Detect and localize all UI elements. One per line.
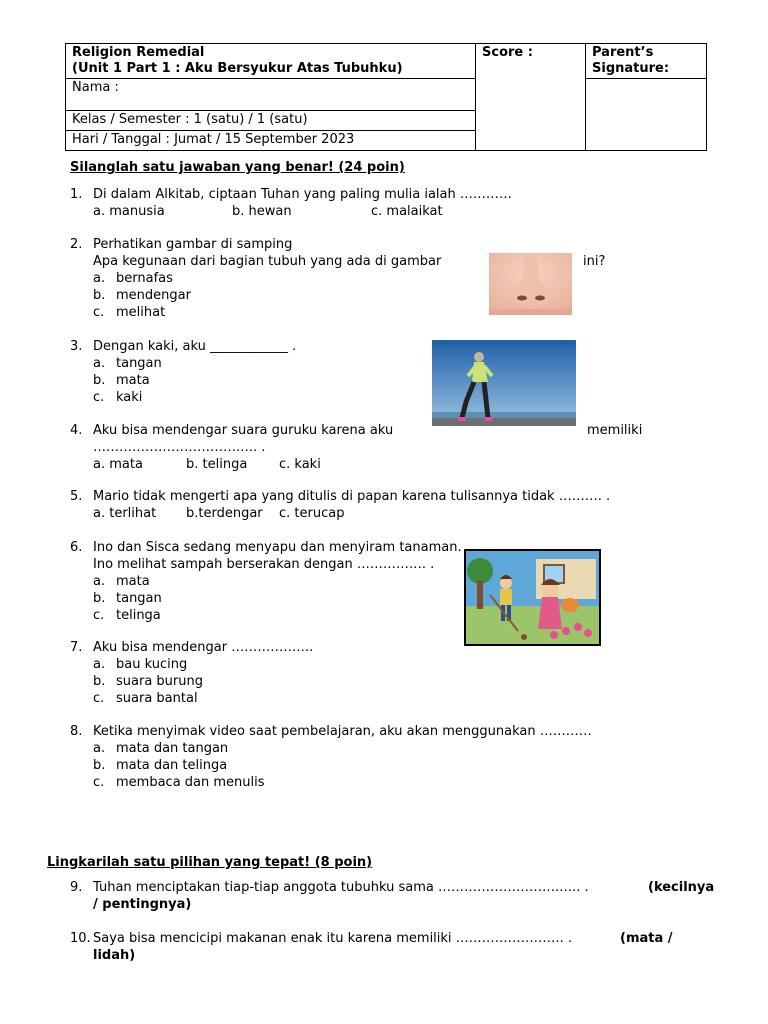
option-text: mendengar — [116, 288, 191, 303]
option-text: melihat — [116, 305, 166, 320]
section1-instruction: Silanglah satu jawaban yang benar! (24 poin) — [70, 160, 405, 175]
option-letter: c. — [93, 608, 105, 623]
question-text-2: Ino melihat sampah berserakan dengan ……………. . — [93, 557, 435, 572]
option-letter: b. — [93, 674, 106, 689]
option-letter: a. — [93, 741, 106, 756]
choice-a: (mata / — [620, 931, 673, 946]
score-label: Score : — [482, 45, 533, 60]
question-text: Ketika menyimak video saat pembelajaran, aku akan menggunakan ………… — [93, 724, 592, 739]
option-b: b. hewan — [232, 204, 292, 219]
option-letter: c. — [93, 691, 105, 706]
parent-label-line2: Signature: — [592, 61, 670, 76]
option-a — [93, 741, 228, 758]
question-text: Ino dan Sisca sedang menyapu dan menyiram tanaman. — [93, 540, 462, 555]
option-text: suara burung — [116, 674, 203, 689]
option-text: telinga — [116, 608, 161, 623]
question-number: 2. — [70, 237, 83, 252]
question-text: Mario tidak mengerti apa yang ditulis di papan karena tulisannya tidak ………. . — [93, 489, 611, 504]
choice-b: / pentingnya) — [93, 897, 192, 912]
option-text: suara bantal — [116, 691, 198, 706]
title-line2: (Unit 1 Part 1 : Aku Bersyukur Atas Tubuhku) — [72, 61, 403, 76]
option-a — [93, 574, 150, 591]
option-b: b. telinga — [186, 457, 248, 472]
option-b — [93, 758, 227, 775]
option-b — [93, 373, 150, 390]
option-text: mata dan tangan — [116, 741, 229, 756]
hari-cell — [66, 131, 476, 151]
option-c — [93, 608, 161, 625]
option-text: tangan — [116, 356, 162, 371]
parent-signature-cell — [586, 79, 707, 151]
option-letter: c. — [93, 775, 105, 790]
question-text-2: Apa kegunaan dari bagian tubuh yang ada di gambar — [93, 254, 442, 269]
question-text: Aku bisa mendengar ………………. — [93, 640, 314, 655]
kelas-text: Kelas / Semester : 1 (satu) / 1 (satu) — [72, 112, 308, 127]
option-b — [93, 288, 191, 305]
option-text: mata dan telinga — [116, 758, 228, 773]
question-number: 1. — [70, 187, 83, 202]
question-text-end: ini? — [583, 254, 606, 269]
option-text: kaki — [116, 390, 143, 405]
option-letter: a. — [93, 356, 106, 371]
option-text: bernafas — [116, 271, 173, 286]
option-c: c. kaki — [279, 457, 321, 472]
question-number: 10. — [70, 931, 91, 946]
question-number: 3. — [70, 339, 83, 354]
question-text: Aku bisa mendengar suara guruku karena aku — [93, 423, 394, 438]
question-text-end: memiliki — [587, 423, 643, 438]
option-c — [93, 390, 142, 407]
option-letter: b. — [93, 591, 106, 606]
question-text: Dengan kaki, aku ____________ . — [93, 339, 297, 354]
option-letter: b. — [93, 373, 106, 388]
question-text: Tuhan menciptakan tiap-tiap anggota tubuhku sama ……………………….….. . — [93, 880, 589, 895]
option-text: tangan — [116, 591, 162, 606]
nama-label: Nama : — [72, 80, 119, 95]
option-letter: a. — [93, 574, 106, 589]
question-text: Saya bisa mencicipi makanan enak itu karena memiliki ……………………. . — [93, 931, 573, 946]
option-letter: a. — [93, 657, 106, 672]
option-c — [93, 305, 165, 322]
option-text: mata — [116, 373, 150, 388]
option-letter: b. — [93, 288, 106, 303]
question-number: 7. — [70, 640, 83, 655]
answer-blank: …………………………….…. . — [93, 440, 266, 455]
option-c — [93, 775, 265, 792]
option-c: c. malaikat — [371, 204, 443, 219]
question-number: 8. — [70, 724, 83, 739]
parent-signature-label-cell — [586, 44, 707, 79]
option-letter: a. — [93, 271, 106, 286]
kelas-cell — [66, 111, 476, 131]
question-number: 6. — [70, 540, 83, 555]
option-a: a. mata — [93, 457, 143, 472]
option-a — [93, 271, 173, 288]
choice-a: (kecilnya — [648, 880, 715, 895]
option-a — [93, 657, 187, 674]
option-letter: b. — [93, 758, 106, 773]
option-c — [93, 691, 198, 708]
option-letter: c. — [93, 305, 105, 320]
walking-woman-image — [432, 340, 576, 426]
option-text: mata — [116, 574, 150, 589]
children-illustration — [464, 549, 601, 646]
nose-image — [489, 253, 572, 315]
question-text: Di dalam Alkitab, ciptaan Tuhan yang paling mulia ialah ………… — [93, 187, 512, 202]
parent-label-line1: Parent’s — [592, 45, 654, 60]
question-text: Perhatikan gambar di samping — [93, 237, 293, 252]
choice-b: lidah) — [93, 948, 136, 963]
question-number: 4. — [70, 423, 83, 438]
option-text: membaca dan menulis — [116, 775, 265, 790]
option-letter: c. — [93, 390, 105, 405]
question-number: 5. — [70, 489, 83, 504]
option-b — [93, 674, 203, 691]
header-table — [65, 43, 707, 151]
option-text: bau kucing — [116, 657, 188, 672]
question-number: 9. — [70, 880, 83, 895]
hari-text: Hari / Tanggal : Jumat / 15 September 2023 — [72, 132, 355, 147]
score-cell — [476, 44, 586, 151]
option-c: c. terucap — [279, 506, 345, 521]
section2-instruction: Lingkarilah satu pilihan yang tepat! (8 poin) — [47, 855, 373, 870]
option-b: b.terdengar — [186, 506, 263, 521]
option-a — [93, 356, 162, 373]
worksheet-title — [66, 44, 476, 79]
nama-cell — [66, 79, 476, 111]
option-a: a. manusia — [93, 204, 165, 219]
option-a: a. terlihat — [93, 506, 157, 521]
title-line1: Religion Remedial — [72, 45, 205, 60]
option-b — [93, 591, 162, 608]
